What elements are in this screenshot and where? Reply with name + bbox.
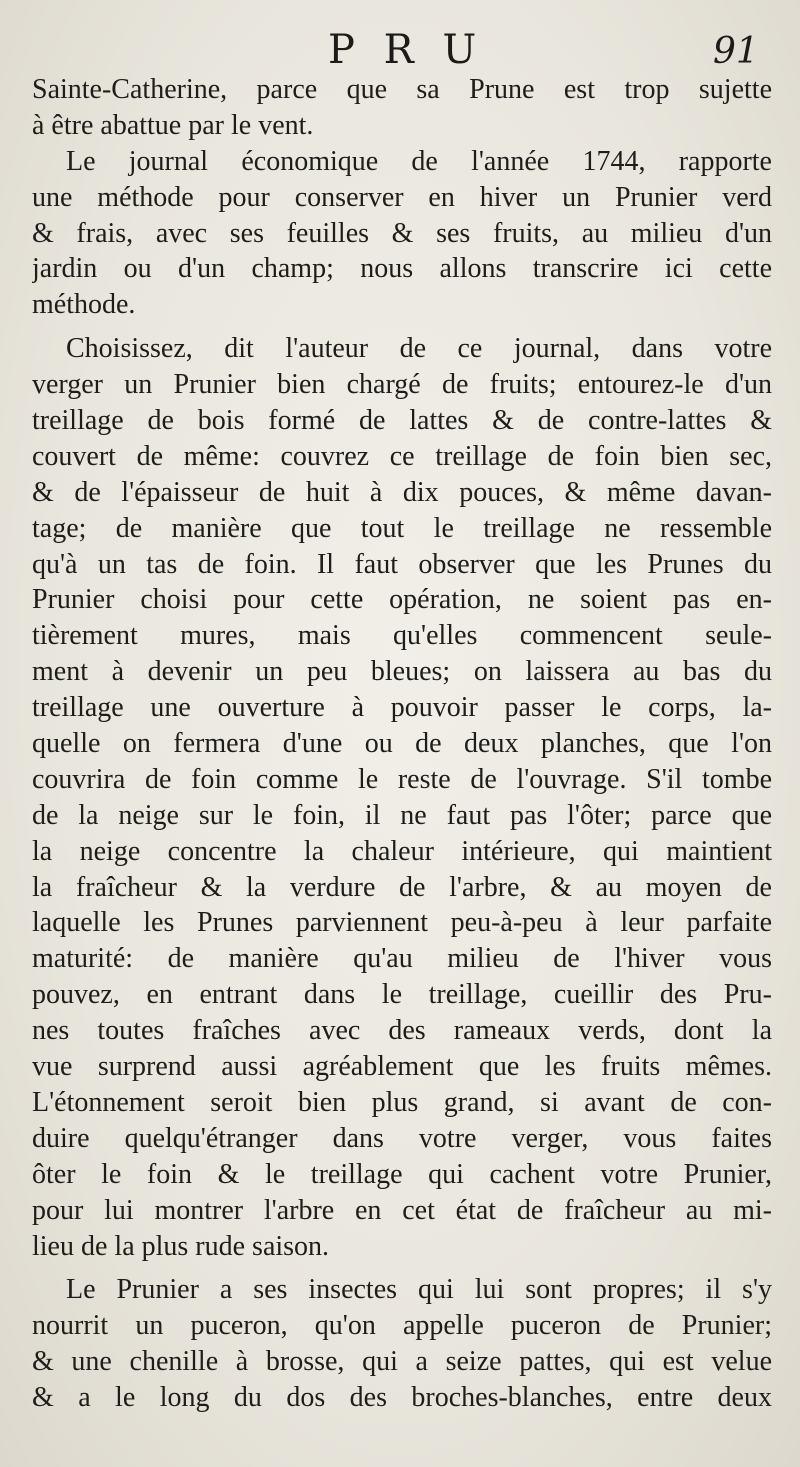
- text-line: la fraîcheur & la verdure de l'arbre, & au moyen de: [32, 871, 772, 903]
- text-line: treillage une ouverture à pouvoir passer le corps, la-: [32, 692, 772, 724]
- text-line: lieu de la plus rude saison.: [32, 1230, 330, 1262]
- text-line: & une chenille à brosse, qui a seize pattes, qui est velue: [32, 1346, 772, 1378]
- text-line: treillage de bois formé de lattes & de contre-lattes &: [32, 405, 772, 437]
- text-line: nes toutes fraîches avec des rameaux verds, dont la: [32, 1015, 772, 1047]
- text-line: une méthode pour conserver en hiver un Prunier verd: [32, 181, 772, 213]
- text-line: ment à devenir un peu bleues; on laissera au bas du: [32, 656, 772, 688]
- text-line: la neige concentre la chaleur intérieure, qui maintient: [32, 835, 772, 867]
- text-line: & a le long du dos des broches-blanches, entre deux: [32, 1382, 772, 1414]
- text-line: tièrement mures, mais qu'elles commencent seule-: [32, 620, 772, 652]
- text-line: Prunier choisi pour cette opération, ne soient pas en-: [32, 584, 772, 616]
- text-line: tage; de manière que tout le treillage ne ressemble: [32, 512, 772, 544]
- text-line: ôter le foin & le treillage qui cachent votre Prunier,: [32, 1158, 772, 1190]
- text-line: vue surprend aussi agréablement que les fruits mêmes.: [32, 1051, 772, 1083]
- body-text: [32, 72, 772, 1416]
- text-line: maturité: de manière qu'au milieu de l'hiver vous: [32, 943, 772, 975]
- text-line: quelle on fermera d'une ou de deux planches, que l'on: [32, 728, 772, 760]
- text-line: & frais, avec ses feuilles & ses fruits, au milieu d'un: [32, 217, 772, 249]
- text-line: à être abattue par le vent.: [32, 109, 314, 141]
- paragraph-first-line: Le journal économique de l'année 1744, rapporte: [66, 145, 772, 177]
- running-title: P R U: [328, 27, 485, 73]
- text-line: couvrira de foin comme le reste de l'ouvrage. S'il tombe: [32, 763, 772, 795]
- text-line: jardin ou d'un champ; nous allons transcrire ici cette: [32, 253, 772, 285]
- paragraph-first-line: Choisissez, dit l'auteur de ce journal, dans votre: [66, 333, 772, 365]
- text-line: verger un Prunier bien chargé de fruits; entourez-le d'un: [32, 369, 772, 401]
- paragraph-gap: [32, 1264, 772, 1272]
- text-line: L'étonnement seroit bien plus grand, si avant de con-: [32, 1086, 772, 1118]
- text-line: pour lui montrer l'arbre en cet état de fraîcheur au mi-: [32, 1194, 772, 1226]
- page-number: 91: [713, 31, 759, 72]
- running-head: [0, 24, 800, 74]
- text-line: laquelle les Prunes parviennent peu-à-peu à leur parfaite: [32, 907, 772, 939]
- text-line: méthode.: [32, 289, 136, 321]
- paragraph-gap: [32, 323, 772, 331]
- text-line: nourrit un puceron, qu'on appelle puceron de Prunier;: [32, 1310, 772, 1342]
- text-line: couvert de même: couvrez ce treillage de foin bien sec,: [32, 440, 772, 472]
- text-line: Sainte-Catherine, parce que sa Prune est trop sujette: [32, 74, 772, 105]
- text-line: de la neige sur le foin, il ne faut pas l'ôter; parce que: [32, 799, 772, 831]
- text-line: qu'à un tas de foin. Il faut observer que les Prunes du: [32, 548, 772, 580]
- text-line: duire quelqu'étranger dans votre verger, vous faites: [32, 1122, 772, 1154]
- text-line: pouvez, en entrant dans le treillage, cueillir des Pru-: [32, 979, 772, 1011]
- paragraph-first-line: Le Prunier a ses insectes qui lui sont propres; il s'y: [66, 1274, 772, 1306]
- text-line: & de l'épaisseur de huit à dix pouces, & même davan-: [32, 476, 772, 508]
